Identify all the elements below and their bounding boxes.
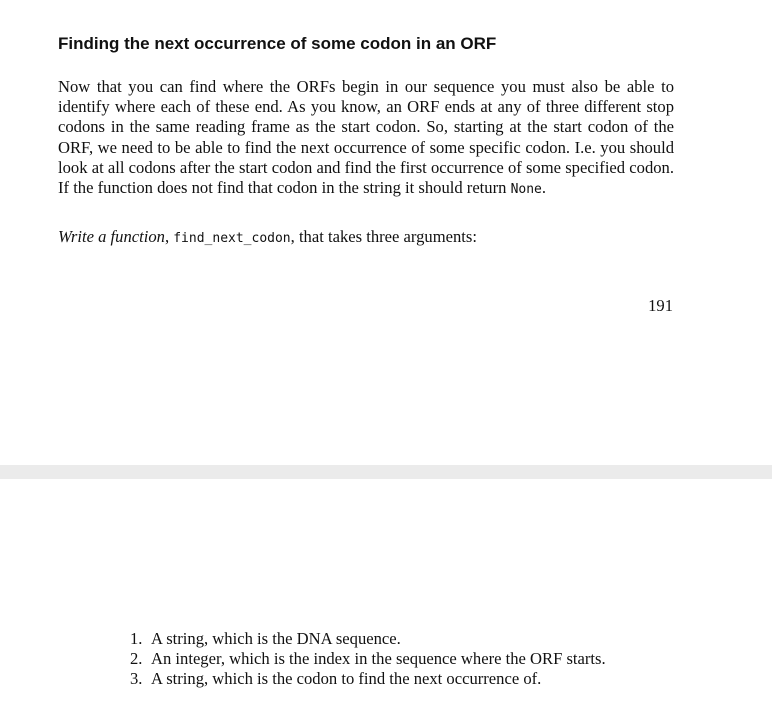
list-item-number: 2.	[130, 649, 143, 669]
list-item-number: 1.	[130, 629, 143, 648]
page-separator	[0, 465, 772, 479]
list-item-text: An integer, which is the index in the sequence where the ORF starts.	[151, 649, 606, 669]
list-item-text: A string, which is the codon to find the next occurrence of.	[151, 669, 542, 689]
page-number: 191	[648, 296, 673, 315]
paragraph-intro	[58, 77, 674, 200]
paragraph-intro-end: .	[541, 178, 547, 198]
paragraph-intro-text: Now that you can find where the ORFs begin in our sequence you must also be able to identify where each of these end. As you know, an ORF ends at any of three different stop codons in the same reading frame as the start codon. So, starting at the start codon of the ORF, we need to be able to find the next occurrence of some specific codon. I.e. you should look at all codons after the start codon and find the first occurrence of some specified codon. If the function does not find that codon in the string it should return	[58, 77, 674, 198]
list-item	[130, 629, 606, 649]
code-none: None	[510, 182, 542, 198]
list-item-number: 3.	[130, 669, 143, 689]
argument-list	[130, 629, 606, 690]
list-item	[130, 649, 606, 669]
list-item-text: A string, which is the DNA sequence.	[151, 629, 401, 648]
section-heading: Finding the next occurrence of some codon in an ORF	[58, 34, 497, 53]
code-function-name: find_next_codon	[173, 231, 291, 246]
task-rest: , that takes three arguments:	[290, 227, 477, 246]
task-emphasis: Write a function	[58, 227, 165, 246]
task-comma: ,	[164, 227, 174, 246]
paragraph-task	[58, 227, 674, 249]
list-item	[130, 669, 606, 689]
